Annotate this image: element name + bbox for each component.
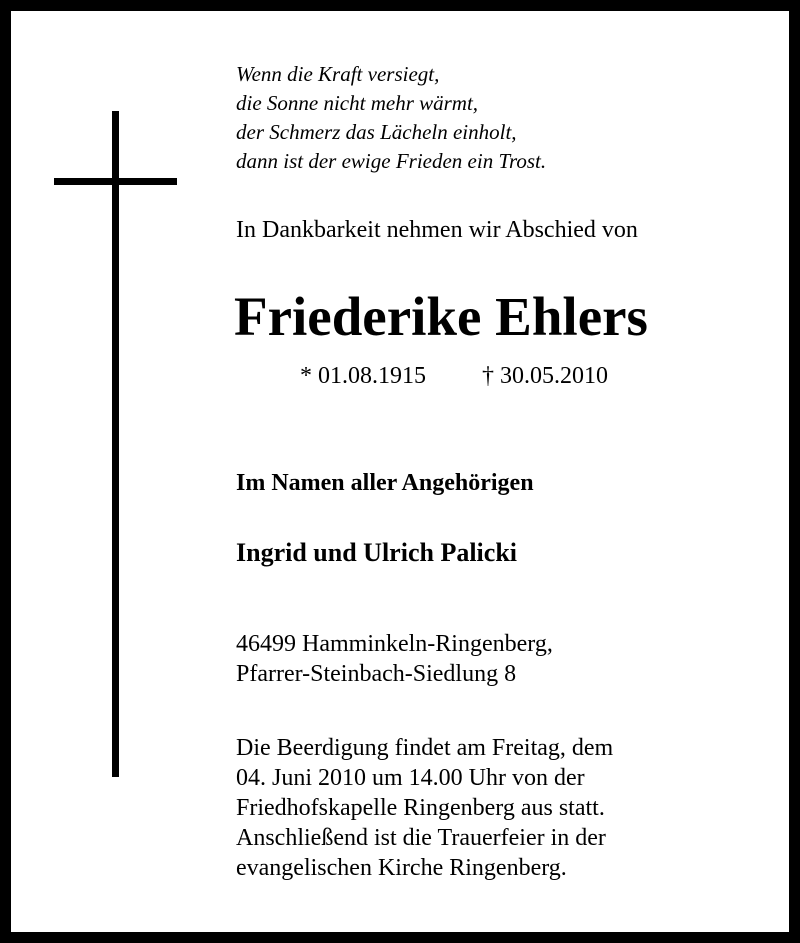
funeral-line: evangelischen Kirche Ringenberg. <box>236 855 567 881</box>
poem-line: dann ist der ewige Frieden ein Trost. <box>236 149 547 173</box>
poem-line: die Sonne nicht mehr wärmt, <box>236 91 479 115</box>
signer-names: Ingrid und Ulrich Palicki <box>236 538 517 567</box>
cross-icon-horizontal-bar <box>54 178 177 185</box>
death-date: † 30.05.2010 <box>482 363 608 389</box>
funeral-line: Die Beerdigung findet am Freitag, dem <box>236 735 614 761</box>
cross-icon-vertical-bar <box>112 111 119 777</box>
signer-intro: Im Namen aller Angehörigen <box>236 470 534 496</box>
poem <box>236 60 756 176</box>
address-line: Pfarrer-Steinbach-Siedlung 8 <box>236 661 517 687</box>
birth-date: * 01.08.1915 <box>300 363 426 389</box>
poem-line: der Schmerz das Lächeln einholt, <box>236 120 517 144</box>
funeral-line: Friedhofskapelle Ringenberg aus statt. <box>236 795 605 821</box>
funeral-line: 04. Juni 2010 um 14.00 Uhr von der <box>236 765 585 791</box>
life-dates <box>300 360 608 392</box>
address-line: 46499 Hamminkeln-Ringenberg, <box>236 631 553 657</box>
farewell-intro: In Dankbarkeit nehmen wir Abschied von <box>236 217 638 243</box>
funeral-line: Anschließend ist die Trauerfeier in der <box>236 825 606 851</box>
poem-line: Wenn die Kraft versiegt, <box>236 62 440 86</box>
address <box>236 629 553 689</box>
deceased-name: Friederike Ehlers <box>234 286 648 347</box>
funeral-notice <box>236 733 613 883</box>
